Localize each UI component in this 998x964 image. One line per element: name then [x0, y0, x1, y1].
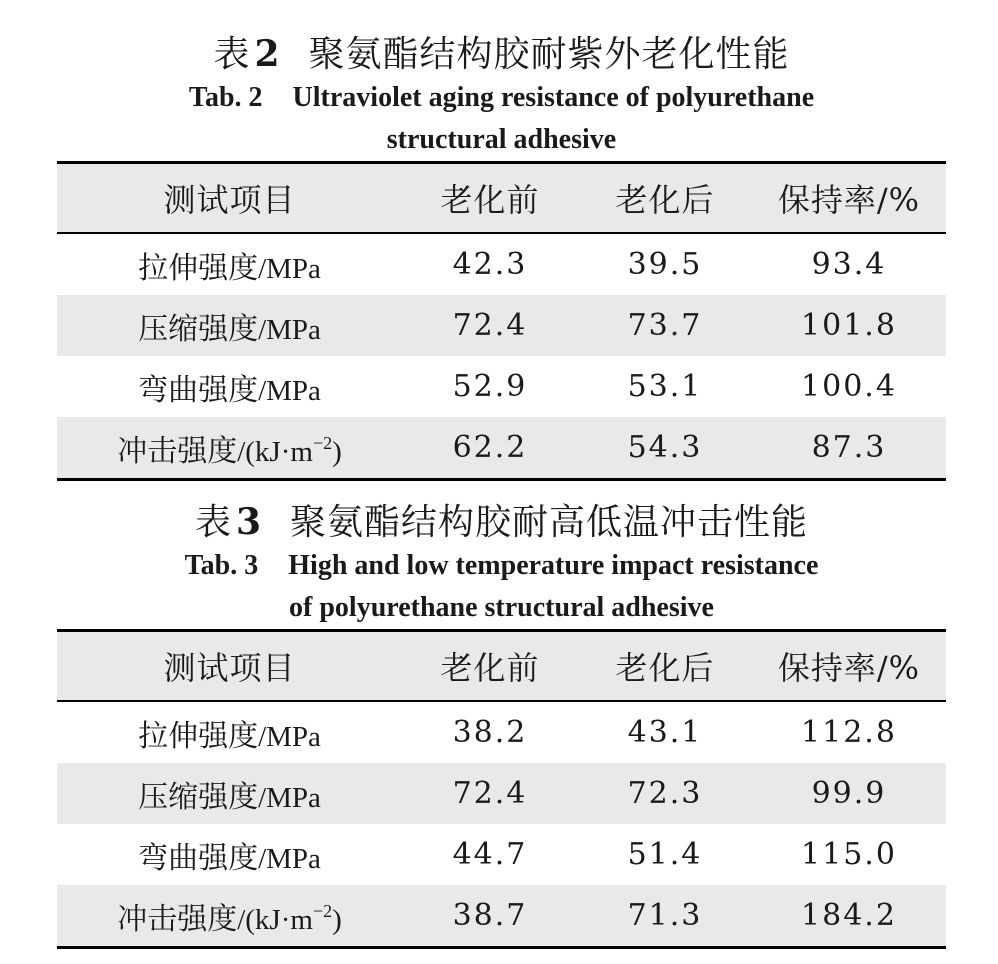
unit-text: /MPa [258, 781, 321, 814]
after-value: 72.3 [578, 763, 752, 824]
test-item-cell [57, 356, 402, 417]
item-unit [258, 375, 321, 407]
unit-exponent: −2 [312, 432, 333, 453]
table-3-en-title [57, 545, 946, 629]
retention-value: 115.0 [801, 837, 897, 872]
test-item-cell [57, 701, 402, 763]
table-3-cn-label: 表 [194, 502, 232, 543]
retention-value: 93.4 [811, 247, 887, 282]
item-name: 弯曲强度 [138, 840, 259, 876]
item-name: 压缩强度 [138, 311, 259, 347]
before-value: 72.4 [402, 295, 578, 356]
before-value: 72.4 [402, 763, 578, 824]
table-3-cn-number: 3 [235, 501, 263, 543]
unit-end: ) [332, 903, 342, 936]
item-unit [237, 900, 342, 936]
table-2-en-label: Tab. 2 [188, 82, 263, 113]
column-header-before: 老化前 [402, 163, 578, 234]
retention-value: 184.2 [752, 885, 946, 948]
item-name: 拉伸强度 [138, 718, 259, 754]
item-unit [258, 253, 321, 285]
table-3-en-label: Tab. 3 [184, 550, 259, 581]
table-row [57, 824, 946, 885]
retention-value: 100.4 [801, 369, 897, 404]
table-2 [57, 161, 946, 481]
table-2-en-title [57, 77, 946, 161]
unit-text: /MPa [258, 720, 321, 753]
table-row [57, 356, 946, 417]
item-name: 压缩强度 [138, 779, 259, 815]
table-3-cn-title [57, 500, 946, 545]
before-value: 62.2 [402, 417, 578, 480]
unit-text: /MPa [258, 252, 321, 285]
test-item-cell [57, 417, 402, 480]
test-item-cell [57, 885, 402, 948]
table-2-block [57, 32, 946, 481]
after-value: 51.4 [627, 837, 703, 872]
retention-value: 99.9 [752, 763, 946, 824]
table-3-block [57, 500, 946, 949]
table-2-header-row [57, 163, 946, 234]
test-item-cell [57, 824, 402, 885]
item-name: 弯曲强度 [138, 372, 259, 408]
column-header-after: 老化后 [578, 631, 752, 702]
unit-text: /(kJ·m [237, 903, 313, 936]
after-value: 43.1 [627, 715, 703, 750]
before-value: 38.7 [402, 885, 578, 948]
table-3-en-caption-line2: of polyurethane structural adhesive [289, 592, 714, 623]
item-name: 冲击强度 [117, 433, 238, 469]
before-value: 42.3 [452, 247, 528, 282]
table-row [57, 763, 946, 824]
table-2-cn-number: 2 [254, 33, 281, 75]
column-header-test-item: 测试项目 [57, 631, 402, 702]
unit-text: /MPa [258, 313, 321, 346]
table-row [57, 885, 946, 948]
after-value: 39.5 [627, 247, 703, 282]
unit-end: ) [332, 435, 342, 468]
table-3-cn-caption: 聚氨酯结构胶耐高低温冲击性能 [290, 502, 809, 543]
table-2-cn-title [57, 32, 946, 77]
item-unit [237, 432, 342, 468]
retention-value: 87.3 [752, 417, 946, 480]
table-2-cn-label: 表 [213, 34, 251, 75]
retention-value: 101.8 [752, 295, 946, 356]
after-value: 73.7 [578, 295, 752, 356]
item-unit [258, 843, 321, 875]
column-header-retention: 保持率/% [752, 631, 946, 702]
unit-exponent: −2 [312, 900, 333, 921]
test-item-cell [57, 233, 402, 295]
unit-text: /(kJ·m [237, 435, 313, 468]
before-value: 52.9 [452, 369, 528, 404]
test-item-cell [57, 763, 402, 824]
unit-text: /MPa [258, 842, 321, 875]
unit-text: /MPa [258, 374, 321, 407]
after-value: 71.3 [578, 885, 752, 948]
after-value: 54.3 [578, 417, 752, 480]
table-3 [57, 629, 946, 949]
retention-value: 112.8 [801, 715, 897, 750]
item-unit [258, 782, 321, 814]
table-3-en-caption-line1: High and low temperature impact resistance [288, 550, 819, 581]
table-row [57, 417, 946, 480]
table-2-cn-caption: 聚氨酯结构胶耐紫外老化性能 [308, 34, 790, 75]
table-2-en-caption-line1: Ultraviolet aging resistance of polyurethane [292, 82, 815, 113]
table-3-header-row [57, 631, 946, 702]
item-name: 冲击强度 [117, 901, 238, 937]
column-header-before: 老化前 [402, 631, 578, 702]
table-row [57, 701, 946, 763]
table-row [57, 295, 946, 356]
before-value: 38.2 [452, 715, 528, 750]
item-name: 拉伸强度 [138, 250, 259, 286]
before-value: 44.7 [452, 837, 528, 872]
test-item-cell [57, 295, 402, 356]
item-unit [258, 314, 321, 346]
column-header-test-item: 测试项目 [57, 163, 402, 234]
after-value: 53.1 [627, 369, 703, 404]
item-unit [258, 721, 321, 753]
table-row [57, 233, 946, 295]
column-header-retention: 保持率/% [752, 163, 946, 234]
column-header-after: 老化后 [578, 163, 752, 234]
table-2-en-caption-line2: structural adhesive [386, 124, 617, 155]
